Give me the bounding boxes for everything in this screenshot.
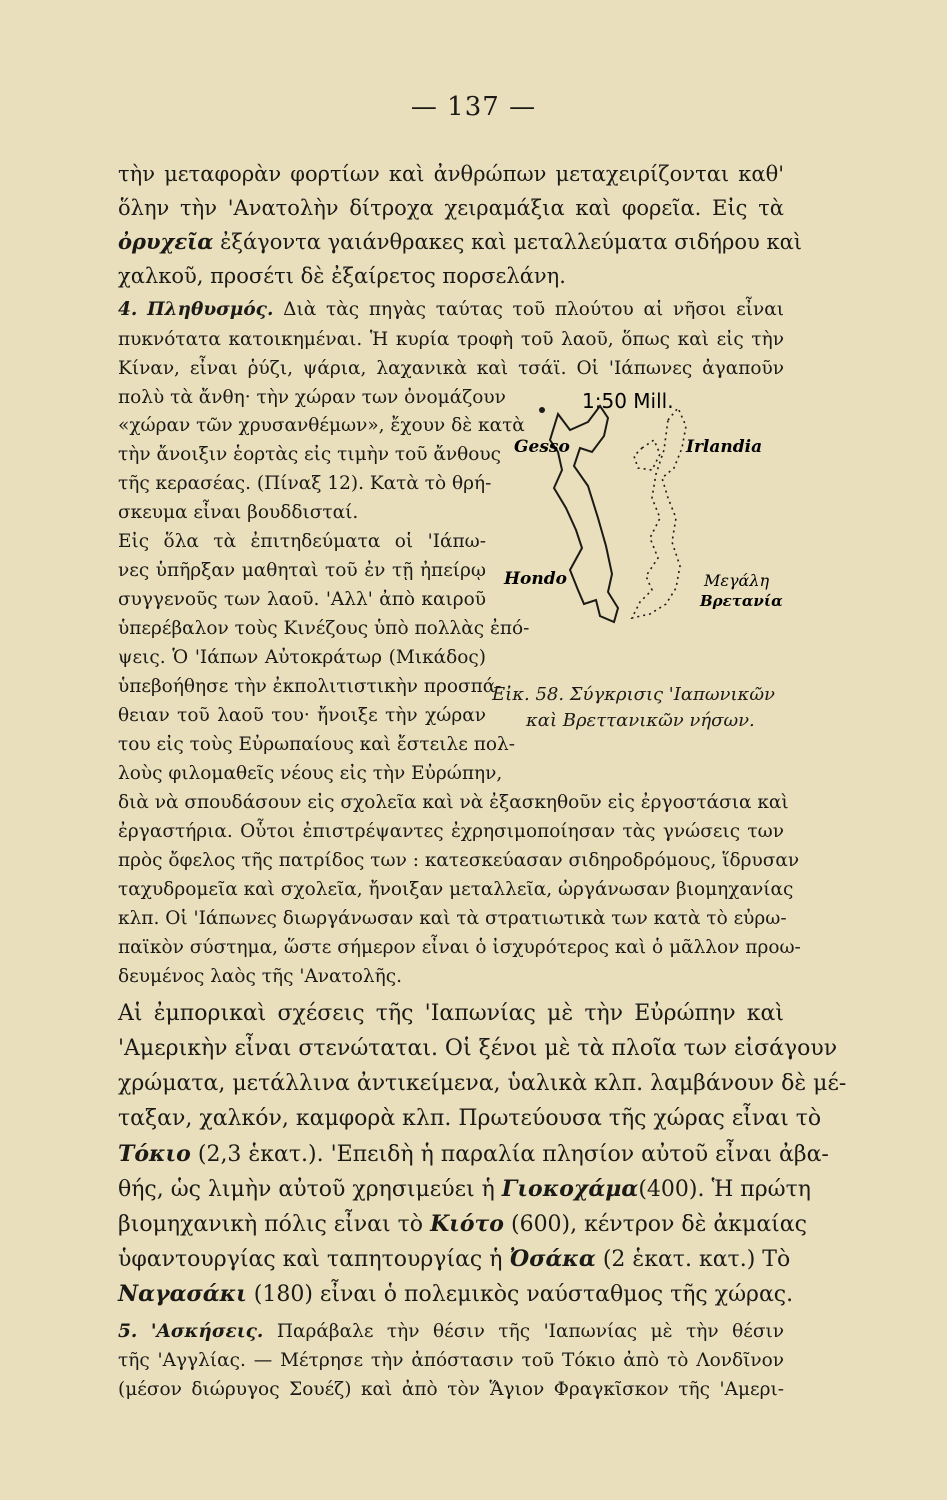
text-line: Αἱ ἐμπορικαὶ σχέσεις τῆς 'Ιαπωνίας μὲ τὴν Εὐρώπην καὶ <box>118 1001 784 1026</box>
text-line: ταχυδρομεῖα καὶ σχολεῖα, ἤνοιξαν μεταλλεῖα, ὠργάνωσαν βιομηχανίας <box>118 879 794 900</box>
text-line: λοὺς φιλομαθεῖς νέους εἰς τὴν Εὐρώπην, <box>118 763 503 784</box>
text-span: θής, ὡς λιμὴν αὐτοῦ χρησιμεύει ἡ <box>118 1177 495 1202</box>
section-heading-plithysmos: Πληθυσμός. <box>147 299 274 320</box>
text-span: (600), κέντρον δὲ ἀκμαίας <box>510 1212 807 1237</box>
term-tokio: Τόκιο <box>118 1141 191 1167</box>
map-label-megali: Μεγάλη <box>704 571 770 590</box>
text-line <box>118 1208 807 1240</box>
comparison-map <box>500 378 790 688</box>
map-label-vretania: Βρετανία <box>700 592 783 610</box>
ireland-outline <box>634 440 660 470</box>
section-number: 4. <box>118 299 138 320</box>
text-line: δευμένος λαὸς τῆς 'Ανατολῆς. <box>118 966 402 987</box>
section-heading-askiseis: 'Ασκήσεις. <box>150 1321 264 1342</box>
figure-caption-line2: καὶ Βρεττανικῶν νήσων. <box>526 710 755 731</box>
britain-outline <box>632 408 686 618</box>
text-line: τὴν μεταφορὰν φορτίων καὶ ἀνθρώπων μεταχειρίζονται καθ' <box>118 162 784 186</box>
text-line: (μέσον διώρυγος Σουέζ) καὶ ἀπὸ τὸν Ἅγιον Φραγκῖσκον τῆς 'Αμερι- <box>118 1379 784 1400</box>
term-nagasaki: Ναγασάκι <box>118 1281 247 1307</box>
text-line: τῆς 'Αγγλίας. — Μέτρησε τὴν ἀπόστασιν τοῦ Τόκιο ἀπὸ τὸ Λονδῖνον <box>118 1350 784 1371</box>
text-line <box>118 296 784 326</box>
page-number: — 137 — <box>410 92 537 122</box>
text-span: (180) εἶναι ὁ πολεμικὸς ναύσταθμος τῆς χώρας. <box>253 1282 794 1307</box>
text-line <box>118 1243 791 1275</box>
text-line: ὑπεβοήθησε τὴν ἐκπολιτιστικὴν προσπά- <box>118 676 502 697</box>
text-line: «χώραν τῶν χρυσανθέμων», ἔχουν δὲ κατὰ <box>118 415 525 436</box>
map-label-gesso: Gesso <box>514 437 570 457</box>
text-line <box>118 228 802 258</box>
text-span: (400). Ἡ πρώτη <box>638 1177 811 1202</box>
text-span: Παράβαλε τὴν θέσιν τῆς 'Ιαπωνίας μὲ τὴν θέσιν <box>276 1321 784 1342</box>
text-line: κλπ. Οἱ 'Ιάπωνες διωργάνωσαν καὶ τὰ στρατιωτικὰ των κατὰ τὸ εὐρω- <box>118 908 787 929</box>
term-kioto: Κιότο <box>430 1211 504 1237</box>
text-line: ἐργαστήρια. Οὗτοι ἐπιστρέψαντες ἐχρησιμοποίησαν τὰς γνώσεις των <box>118 821 784 842</box>
text-line: χρώματα, μετάλλινα ἀντικείμενα, ὑαλικὰ κλπ. λαμβάνουν δὲ μέ- <box>118 1071 847 1096</box>
island-dot <box>539 407 545 413</box>
text-span: βιομηχανικὴ πόλις εἶναι τὸ <box>118 1212 424 1237</box>
text-line: ὑπερέβαλον τοὺς Κινέζους ὑπὸ πολλὰς ἐπό- <box>118 618 530 639</box>
term-giokohama: Γιοκοχάμα <box>501 1176 639 1202</box>
text-line: του εἰς τοὺς Εὐρωπαίους καὶ ἔστειλε πολ- <box>118 734 515 755</box>
text-line: τῆς κερασέας. (Πίναξ 12). Κατὰ τὸ θρή- <box>118 473 492 494</box>
text-line: ψεις. Ὁ 'Ιάπων Αὐτοκράτωρ (Μικάδος) <box>118 647 486 668</box>
map-label-irlandia: Irlandia <box>686 437 763 457</box>
text-line: ταξαν, χαλκόν, καμφορὰ κλπ. Πρωτεύουσα τῆς χώρας εἶναι τὸ <box>118 1106 822 1131</box>
term-oryxeia: ὀρυχεῖα <box>118 229 214 254</box>
text-span: ἐξάγοντα γαιάνθρακες καὶ μεταλλεύματα σιδήρου καὶ <box>220 230 802 254</box>
text-line: ὅλην τὴν 'Ανατολὴν δίτροχα χειραμάξια καὶ φορεῖα. Εἰς τὰ <box>118 196 784 220</box>
text-line: χαλκοῦ, προσέτι δὲ ἐξαίρετος πορσελάνη. <box>118 264 566 288</box>
text-span: (2 ἑκατ. κατ.) Τὸ <box>602 1247 791 1272</box>
text-span: (2,3 ἑκατ.). 'Επειδὴ ἡ παραλία πλησίον αὐτοῦ εἶναι ἀβα- <box>197 1142 829 1167</box>
text-line: πολὺ τὰ ἄνθη· τὴν χώραν των ὀνομάζουν <box>118 387 506 408</box>
map-label-hondo: Hondo <box>504 569 567 589</box>
text-line: πυκνότατα κατοικημέναι. Ἡ κυρία τροφὴ τοῦ λαοῦ, ὅπως καὶ εἰς τὴν <box>118 329 784 350</box>
term-osaka: Ὀσάκα <box>509 1246 596 1272</box>
text-line: διὰ νὰ σπουδάσουν εἰς σχολεῖα καὶ νὰ ἐξασκηθοῦν εἰς ἐργοστάσια καὶ <box>118 792 789 813</box>
section-number: 5. <box>118 1321 138 1342</box>
text-line: πρὸς ὄφελος τῆς πατρίδος των : κατεσκεύασαν σιδηροδρόμους, ἵδρυσαν <box>118 850 800 871</box>
text-line: σκευμα εἶναι βουδδισταί. <box>118 502 359 523</box>
text-line: τὴν ἄνοιξιν ἑορτὰς εἰς τιμὴν τοῦ ἄνθους <box>118 444 501 465</box>
text-line: παϊκὸν σύστημα, ὥστε σήμερον εἶναι ὁ ἰσχυρότερος καὶ ὁ μᾶλλον προω- <box>118 937 801 958</box>
text-line <box>118 1173 811 1205</box>
text-line <box>118 1318 784 1348</box>
text-line: Κίναν, εἶναι ῥύζι, ψάρια, λαχανικὰ καὶ τσάϊ. Οἱ 'Ιάπωνες ἀγαποῦν <box>118 358 784 379</box>
map-scale: 1:50 Mill. <box>582 389 674 413</box>
figure-caption-line1: Εἰκ. 58. Σύγκρισις 'Ιαπωνικῶν <box>492 684 775 705</box>
text-span: Διὰ τὰς πηγὰς ταύτας τοῦ πλούτου αἱ νῆσοι εἶναι <box>283 299 784 320</box>
text-line: Εἰς ὅλα τὰ ἐπιτηδεύματα οἱ 'Ιάπω- <box>118 531 486 552</box>
text-line <box>118 1278 794 1310</box>
text-line: θειαν τοῦ λαοῦ του· ἤνοιξε τὴν χώραν <box>118 705 486 726</box>
text-line: νες ὑπῆρξαν μαθηταὶ τοῦ ἐν τῇ ἠπείρῳ <box>118 560 486 581</box>
text-span: ὑφαντουργίας καὶ ταπητουργίας ἡ <box>118 1247 503 1272</box>
text-line <box>118 1138 829 1170</box>
text-line: 'Αμερικὴν εἶναι στενώταται. Οἱ ξένοι μὲ τὰ πλοῖα των εἰσάγουν <box>118 1036 838 1061</box>
text-line: συγγενοῦς των λαοῦ. 'Αλλ' ἀπὸ καιροῦ <box>118 589 486 610</box>
